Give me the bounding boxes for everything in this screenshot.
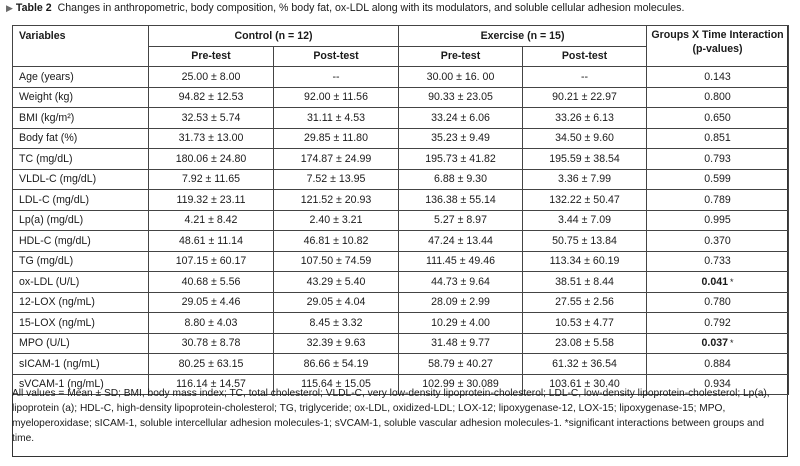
cell-exercise-post: 61.32 ± 36.54 [523, 354, 647, 375]
cell-p-value [647, 210, 789, 231]
cell-variable: Age (years) [13, 67, 149, 88]
table-footnote: All values = Mean ± SD; BMI, body mass index; TC, total cholesterol; VLDL-C, very low-density lipoprotein-cholesterol; LDL-C, low-density lipoprotein-cholesterol; Lp(a), lipoprotein (a); HDL-C, high-density lipoprotein-cholesterol; TG, triglyceride; ox-LDL, oxidized-LDL; LOX-12; lipoxygenase-12, LOX-15; lipoxygenase-15; MPO, myeloperoxidase; sICAM-1, soluble intercellular adhesion molecules-1; sVCAM-1, soluble vascular adhesion molecules-1. *significant interactions between groups and time. [12, 388, 770, 444]
table-row [13, 313, 789, 334]
significance-marker: * [730, 338, 734, 349]
p-value: 0.370 [704, 234, 731, 247]
cell-variable: ox-LDL (U/L) [13, 272, 149, 293]
significance-marker: * [730, 276, 734, 287]
table-body [13, 67, 789, 395]
table-row [13, 333, 789, 354]
header-control-post: Post-test [274, 46, 399, 67]
cell-exercise-pre: 90.33 ± 23.05 [399, 87, 523, 108]
cell-control-pre: 180.06 ± 24.80 [149, 149, 274, 170]
p-value: 0.143 [704, 70, 731, 83]
cell-variable: VLDL-C (mg/dL) [13, 169, 149, 190]
cell-variable: 12-LOX (ng/mL) [13, 292, 149, 313]
cell-control-pre: 119.32 ± 23.11 [149, 190, 274, 211]
p-value: 0.800 [704, 91, 731, 104]
cell-p-value [647, 149, 789, 170]
cell-p-value [647, 190, 789, 211]
cell-exercise-post: 10.53 ± 4.77 [523, 313, 647, 334]
p-value: 0.733 [704, 255, 731, 268]
cell-exercise-post: 38.51 ± 8.44 [523, 272, 647, 293]
header-interaction: Groups X Time Interaction (p-values) [647, 26, 789, 67]
cell-control-pre: 30.78 ± 8.78 [149, 333, 274, 354]
cell-variable: BMI (kg/m²) [13, 108, 149, 129]
cell-exercise-post: 195.59 ± 38.54 [523, 149, 647, 170]
table-row [13, 169, 789, 190]
table-row [13, 231, 789, 252]
cell-control-post: 46.81 ± 10.82 [274, 231, 399, 252]
cell-exercise-post: 34.50 ± 9.60 [523, 128, 647, 149]
table-row [13, 354, 789, 375]
header-control: Control (n = 12) [149, 26, 399, 47]
cell-exercise-post: 50.75 ± 13.84 [523, 231, 647, 252]
p-value: 0.884 [704, 357, 731, 370]
p-value: 0.792 [704, 316, 731, 329]
p-value: 0.851 [704, 132, 731, 145]
cell-exercise-pre: 5.27 ± 8.97 [399, 210, 523, 231]
table-caption [6, 0, 684, 16]
cell-variable: sVCAM-1 (ng/mL) [13, 374, 149, 395]
cell-control-pre: 8.80 ± 4.03 [149, 313, 274, 334]
cell-variable: TC (mg/dL) [13, 149, 149, 170]
cell-exercise-pre: 58.79 ± 40.27 [399, 354, 523, 375]
cell-variable: Body fat (%) [13, 128, 149, 149]
table-row [13, 272, 789, 293]
results-table [12, 25, 789, 395]
cell-control-pre: 94.82 ± 12.53 [149, 87, 274, 108]
caption-text: Changes in anthropometric, body composition, % body fat, ox-LDL along with its modulators, and soluble cellular adhesion molecules. [57, 2, 685, 14]
cell-exercise-pre: 6.88 ± 9.30 [399, 169, 523, 190]
table-row [13, 190, 789, 211]
cell-exercise-post: 27.55 ± 2.56 [523, 292, 647, 313]
cell-control-post: 107.50 ± 74.59 [274, 251, 399, 272]
cell-control-post: 29.85 ± 11.80 [274, 128, 399, 149]
cell-control-pre: 48.61 ± 11.14 [149, 231, 274, 252]
cell-control-pre: 107.15 ± 60.17 [149, 251, 274, 272]
cell-variable: LDL-C (mg/dL) [13, 190, 149, 211]
cell-control-pre: 7.92 ± 11.65 [149, 169, 274, 190]
p-value: 0.650 [704, 111, 731, 124]
cell-exercise-pre: 10.29 ± 4.00 [399, 313, 523, 334]
cell-p-value [647, 313, 789, 334]
cell-variable: MPO (U/L) [13, 333, 149, 354]
cell-exercise-pre: 111.45 ± 49.46 [399, 251, 523, 272]
p-value: 0.041 [701, 275, 729, 288]
cell-variable: TG (mg/dL) [13, 251, 149, 272]
cell-exercise-pre: 44.73 ± 9.64 [399, 272, 523, 293]
cell-control-post: 29.05 ± 4.04 [274, 292, 399, 313]
p-value: 0.780 [704, 296, 731, 309]
cell-control-pre: 4.21 ± 8.42 [149, 210, 274, 231]
p-value: 0.037 [701, 337, 729, 350]
cell-control-post: 2.40 ± 3.21 [274, 210, 399, 231]
header-control-pre: Pre-test [149, 46, 274, 67]
cell-control-post: 115.64 ± 15.05 [274, 374, 399, 395]
cell-exercise-post: -- [523, 67, 647, 88]
cell-variable: sICAM-1 (ng/mL) [13, 354, 149, 375]
cell-exercise-pre: 28.09 ± 2.99 [399, 292, 523, 313]
table-row [13, 149, 789, 170]
cell-variable: HDL-C (mg/dL) [13, 231, 149, 252]
cell-control-post: -- [274, 67, 399, 88]
cell-control-post: 8.45 ± 3.32 [274, 313, 399, 334]
cell-control-post: 7.52 ± 13.95 [274, 169, 399, 190]
cell-exercise-pre: 35.23 ± 9.49 [399, 128, 523, 149]
cell-control-pre: 31.73 ± 13.00 [149, 128, 274, 149]
p-value: 0.793 [704, 152, 731, 165]
table-row [13, 292, 789, 313]
caption-triangle-icon: ▶ [6, 3, 13, 13]
table-row [13, 128, 789, 149]
cell-exercise-post: 33.26 ± 6.13 [523, 108, 647, 129]
cell-variable: Weight (kg) [13, 87, 149, 108]
cell-p-value [647, 231, 789, 252]
caption-label: Table 2 [15, 2, 52, 14]
cell-control-post: 92.00 ± 11.56 [274, 87, 399, 108]
cell-exercise-post: 132.22 ± 50.47 [523, 190, 647, 211]
cell-control-pre: 116.14 ± 14.57 [149, 374, 274, 395]
header-variables: Variables [13, 26, 149, 67]
table-row [13, 67, 789, 88]
cell-control-post: 43.29 ± 5.40 [274, 272, 399, 293]
cell-p-value [647, 272, 789, 293]
cell-exercise-post: 3.44 ± 7.09 [523, 210, 647, 231]
cell-control-pre: 29.05 ± 4.46 [149, 292, 274, 313]
table-row [13, 87, 789, 108]
cell-exercise-pre: 195.73 ± 41.82 [399, 149, 523, 170]
cell-p-value [647, 169, 789, 190]
cell-exercise-post: 113.34 ± 60.19 [523, 251, 647, 272]
cell-exercise-pre: 33.24 ± 6.06 [399, 108, 523, 129]
header-exercise-post: Post-test [523, 46, 647, 67]
cell-control-post: 174.87 ± 24.99 [274, 149, 399, 170]
p-value: 0.995 [704, 214, 731, 227]
cell-control-post: 121.52 ± 20.93 [274, 190, 399, 211]
cell-p-value [647, 292, 789, 313]
cell-control-post: 86.66 ± 54.19 [274, 354, 399, 375]
cell-exercise-post: 103.61 ± 30.40 [523, 374, 647, 395]
cell-p-value [647, 108, 789, 129]
cell-p-value [647, 67, 789, 88]
cell-p-value [647, 333, 789, 354]
header-row-groups [13, 26, 789, 47]
cell-variable: 15-LOX (ng/mL) [13, 313, 149, 334]
p-value: 0.934 [704, 378, 731, 391]
header-exercise-pre: Pre-test [399, 46, 523, 67]
table-row [13, 108, 789, 129]
cell-exercise-post: 23.08 ± 5.58 [523, 333, 647, 354]
cell-control-pre: 40.68 ± 5.56 [149, 272, 274, 293]
cell-exercise-pre: 31.48 ± 9.77 [399, 333, 523, 354]
table-row [13, 251, 789, 272]
p-value: 0.789 [704, 193, 731, 206]
cell-exercise-post: 3.36 ± 7.99 [523, 169, 647, 190]
cell-p-value [647, 87, 789, 108]
cell-variable: Lp(a) (mg/dL) [13, 210, 149, 231]
cell-exercise-pre: 102.99 ± 30.089 [399, 374, 523, 395]
cell-p-value [647, 354, 789, 375]
cell-control-post: 31.11 ± 4.53 [274, 108, 399, 129]
cell-exercise-pre: 30.00 ± 16. 00 [399, 67, 523, 88]
cell-exercise-pre: 136.38 ± 55.14 [399, 190, 523, 211]
cell-control-post: 32.39 ± 9.63 [274, 333, 399, 354]
cell-control-pre: 80.25 ± 63.15 [149, 354, 274, 375]
p-value: 0.599 [704, 173, 731, 186]
cell-p-value [647, 128, 789, 149]
cell-exercise-post: 90.21 ± 22.97 [523, 87, 647, 108]
cell-p-value [647, 251, 789, 272]
cell-exercise-pre: 47.24 ± 13.44 [399, 231, 523, 252]
header-exercise: Exercise (n = 15) [399, 26, 647, 47]
cell-control-pre: 25.00 ± 8.00 [149, 67, 274, 88]
cell-control-pre: 32.53 ± 5.74 [149, 108, 274, 129]
table-row [13, 210, 789, 231]
